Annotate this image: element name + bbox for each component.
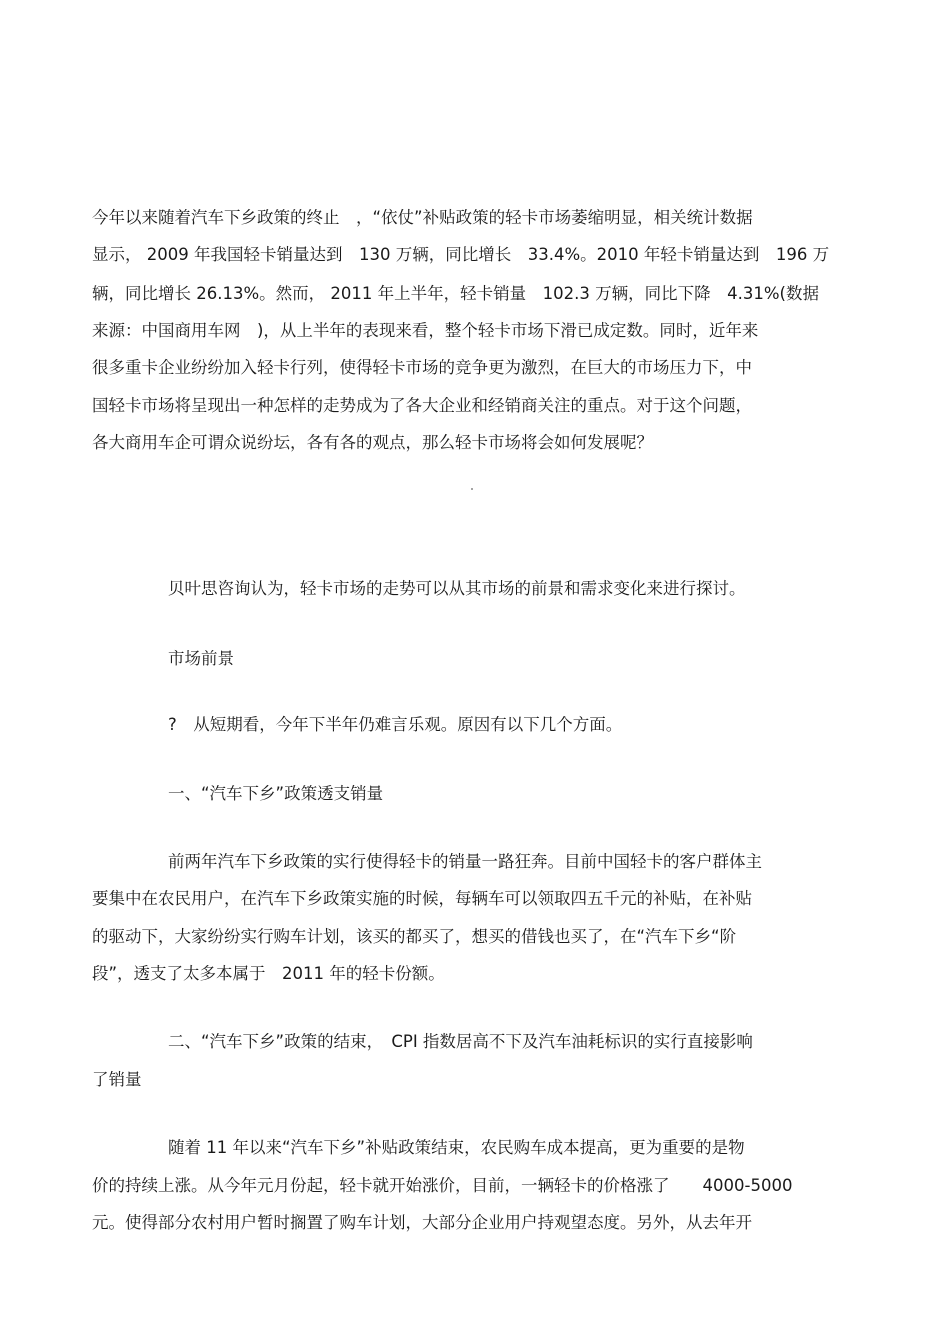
text-line: 前两年汽车下乡政策的实行使得轻卡的销量一路狂奔。目前中国轻卡的客户群体主 (168, 852, 762, 871)
text-line: 元。使得部分农村用户暂时搁置了购车计划，大部分企业用户持观望态度。另外，从去年开 (92, 1213, 752, 1232)
text-line: 国轻卡市场将呈现出一种怎样的走势成为了各大企业和经销商关注的重点。对于这个问题， (92, 396, 752, 415)
short-term-outlook-line: ? 从短期看，今年下半年仍难言乐观。原因有以下几个方面。 (168, 715, 623, 734)
text-line: 的驱动下，大家纷纷实行购车计划，该买的都买了，想买的借钱也买了，在“汽车下乡“阶 (92, 927, 737, 946)
text-line: 要集中在农民用户，在汽车下乡政策实施的时候，每辆车可以领取四五千元的补贴，在补贴 (92, 889, 752, 908)
text-line: 随着 11 年以来“汽车下乡”补贴政策结束，农民购车成本提高，更为重要的是物 (168, 1138, 745, 1157)
section-title: 市场前景 (168, 649, 234, 668)
text-line: 辆，同比增长 26.13%。然而， 2011 年上半年，轻卡销量 102.3 万辆，同比下降 4.31%(数据 (92, 284, 819, 303)
text-line: 价的持续上涨。从今年元月份起，轻卡就开始涨价，目前，一辆轻卡的价格涨了 4000-5000 (92, 1176, 793, 1195)
text-line: 来源：中国商用车网 )，从上半年的表现来看，整个轻卡市场下滑已成定数。同时，近年来 (92, 321, 759, 340)
consulting-opinion-line: 贝叶思咨询认为，轻卡市场的走势可以从其市场的前景和需求变化来进行探讨。 (168, 579, 746, 598)
text-line: 段”，透支了太多本属于 2011 年的轻卡份额。 (92, 964, 445, 983)
text-line: 显示， 2009 年我国轻卡销量达到 130 万辆，同比增长 33.4%。2010 年轻卡销量达到 196 万 (92, 245, 830, 264)
text-line: 很多重卡企业纷纷加入轻卡行列，使得轻卡市场的竞争更为激烈，在巨大的市场压力下，中 (92, 358, 752, 377)
text-line: 各大商用车企可谓众说纷坛，各有各的观点，那么轻卡市场将会如何发展呢？ (92, 433, 653, 452)
text-line: 了销量 (92, 1070, 142, 1089)
heading-one: 一、“汽车下乡”政策透支销量 (168, 784, 384, 803)
text-line: 今年以来随着汽车下乡政策的终止 ，“依仗”补贴政策的轻卡市场萎缩明显，相关统计数据 (92, 208, 753, 227)
stray-dot-mark (471, 488, 473, 490)
text-line: 二、“汽车下乡”政策的结束， CPI 指数居高不下及汽车油耗标识的实行直接影响 (168, 1032, 753, 1051)
